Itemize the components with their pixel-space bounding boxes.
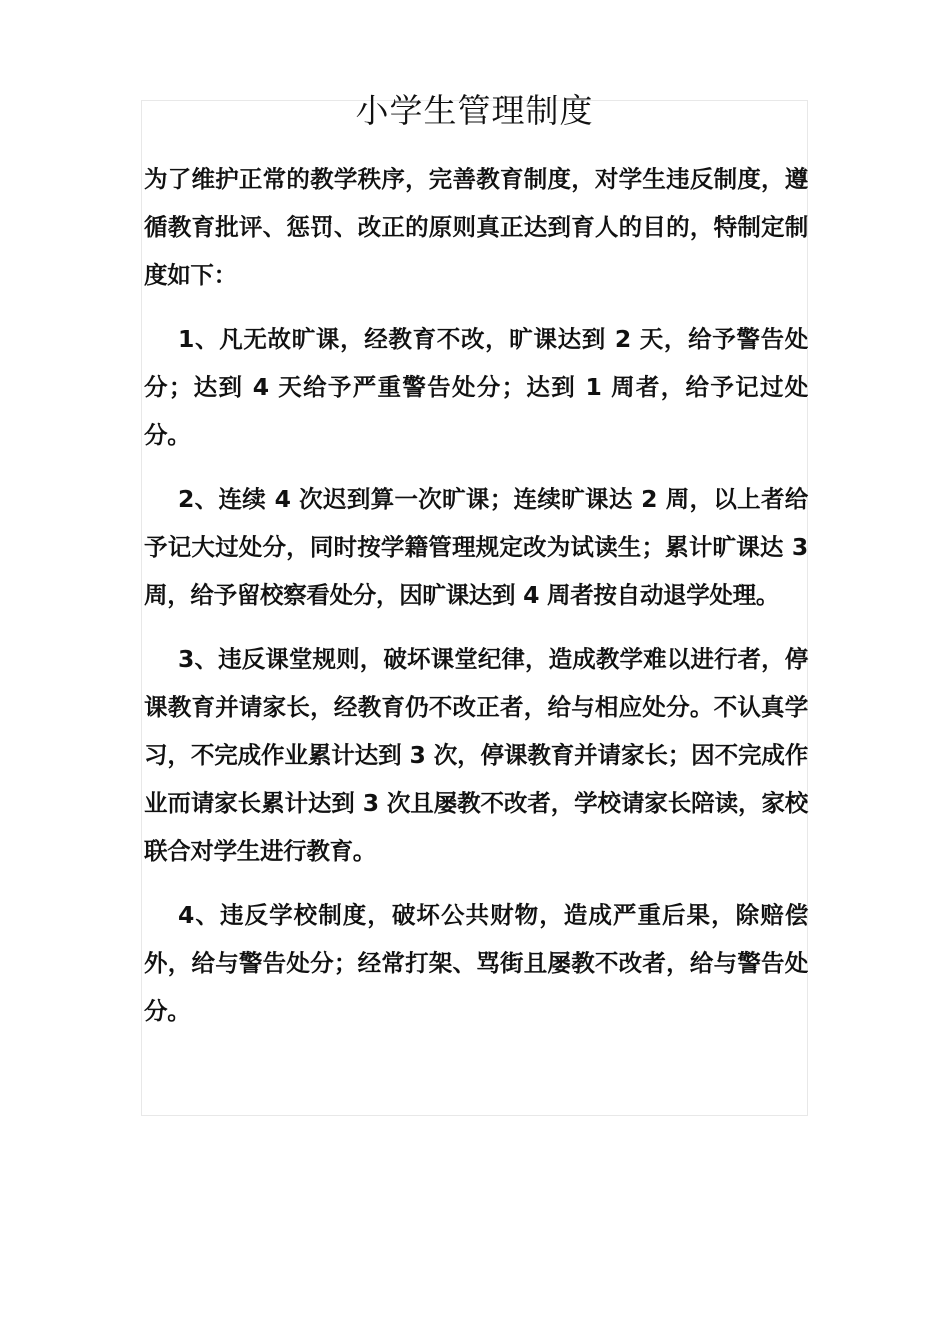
rule-item-3: 3、违反课堂规则，破坏课堂纪律，造成教学难以进行者，停课教育并请家长，经教育仍不改正者，给与相应处分。不认真学习，不完成作业累计达到 3 次，停课教育并请家长；因不完成作业而请家长累计达到 3 次且屡教不改者，学校请家长陪读，家校联合对学生进行教育。 [144,645,808,865]
document-title: 小学生管理制度 [355,91,594,130]
intro-paragraph: 为了维护正常的教学秩序，完善教育制度，对学生违反制度，遵循教育批评、惩罚、改正的原则真正达到育人的目的，特制定制度如下： [144,165,808,289]
document-body [144,155,808,1051]
rule-item-4: 4、违反学校制度，破坏公共财物，造成严重后果，除赔偿外，给与警告处分；经常打架、骂街且屡教不改者，给与警告处分。 [144,901,808,1025]
rule-item-1: 1、凡无故旷课，经教育不改，旷课达到 2 天，给予警告处分；达到 4 天给予严重警告处分；达到 1 周者，给予记过处分。 [144,325,808,449]
rule-item-2: 2、连续 4 次迟到算一次旷课；连续旷课达 2 周，以上者给予记大过处分，同时按学籍管理规定改为试读生；累计旷课达 3 周，给予留校察看处分，因旷课达到 4 周者按自动退学处理。 [144,485,808,609]
